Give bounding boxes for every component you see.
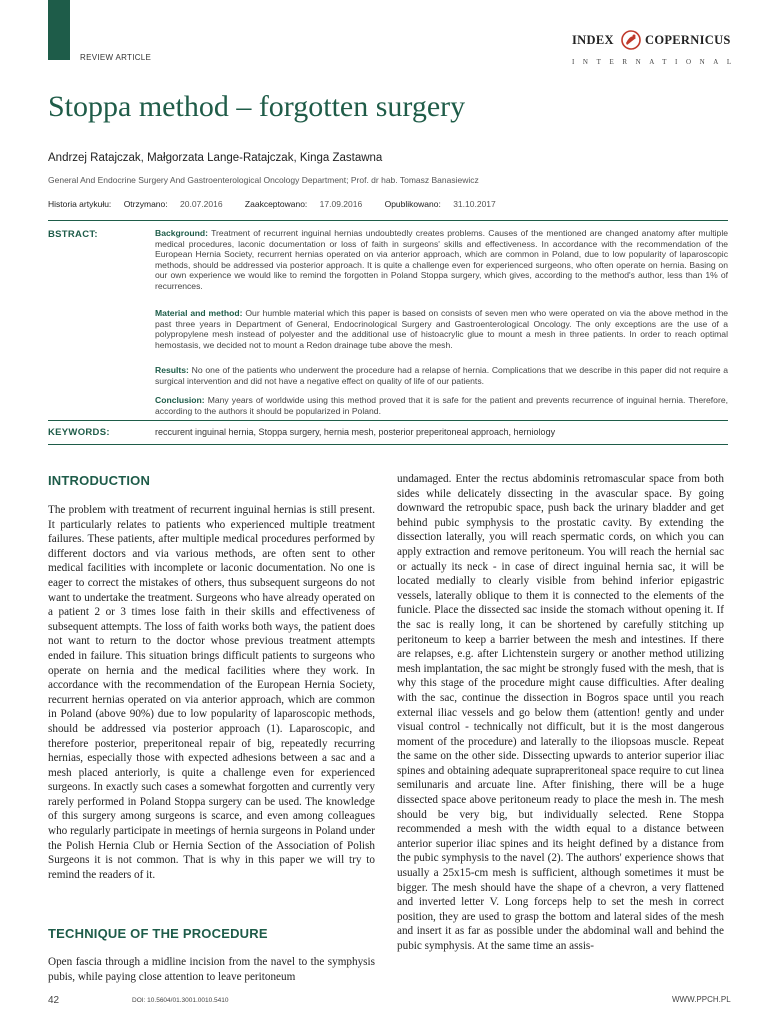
- received-label: Otrzymano:: [123, 199, 168, 209]
- accepted-label: Zaakceptowano:: [244, 199, 308, 209]
- published-date: 31.10.2017: [453, 199, 496, 209]
- accepted-date: 17.09.2016: [319, 199, 363, 209]
- journal-url: WWW.PPCH.PL: [672, 995, 731, 1004]
- keywords-text: reccurent inguinal hernia, Stoppa surgery, hernia mesh, posterior preperitoneal approach, herniology: [155, 427, 556, 437]
- received-date: 20.07.2016: [180, 199, 223, 209]
- introduction-heading: INTRODUCTION: [48, 473, 151, 488]
- index-copernicus-logo: [572, 28, 740, 68]
- keywords-label: KEYWORDS:: [48, 427, 110, 438]
- technique-heading: TECHNIQUE OF THE PROCEDURE: [48, 926, 268, 941]
- abstract-conclusion: [155, 395, 728, 416]
- conclusion-text: Many years of worldwide using this method proved that it is safe for the patient and prevents recurrence of inguinal hernia. Therefore, according to the authors it should be popularized in Poland.: [155, 395, 728, 416]
- published-label: Opublikowano:: [384, 199, 441, 209]
- accent-tab: [48, 0, 70, 60]
- divider: [48, 444, 728, 445]
- logo-emblem-icon: [620, 29, 642, 51]
- background-text: Treatment of recurrent inguinal hernias undoubtedly creates problems. Causes of the mentioned are changed anatomy after multiple medical procedures, laconic documentation or loss of faith in surgeons' skills and effectiveness. In accordance with the recommendation of the European Hernia Society, recurrent hernias operated on via anterior approach, which are common in Poland, due to low popularity of laparoscopic methods, should be addressed via posterior approach. It is quite a challenge even for experienced surgeons, who often operate on hernia. Basing on our own experience we would like to remind the forgotten in Poland Stoppa surgery, which gives, according to the method's author, less than 1% of recurrences.: [155, 228, 729, 291]
- abstract-label: BSTRACT:: [48, 229, 98, 240]
- affiliation: General And Endocrine Surgery And Gastroenterological Oncology Department; Prof. dr hab. Tomasz Banasiewicz: [48, 175, 479, 185]
- page-number: 42: [48, 995, 60, 1006]
- methods-text: Our humble material which this paper is based on consists of seven men who were operated on via the above method in the past three years in Department of General, Endocrinological Surgery and Gastroenterological Oncology. The only exceptions are the use of a polypropylene mesh instead of polyester and the additional use of histoacrylic glue to mount a mesh in three patients. In order to reach optimal hemostasis, we decided not to mount a Redon drainage tube above the mesh.: [155, 308, 729, 350]
- abstract-results: [155, 365, 728, 386]
- article-history: [48, 199, 516, 209]
- divider: [48, 420, 728, 421]
- page-title: Stoppa method – forgotten surgery: [48, 90, 466, 123]
- results-label: Results:: [155, 365, 189, 375]
- history-label: Historia artykułu:: [48, 199, 112, 209]
- methods-label: Material and method:: [155, 308, 243, 318]
- abstract-methods: [155, 308, 728, 350]
- abstract-background: [155, 228, 728, 292]
- authors: Andrzej Ratajczak, Małgorzata Lange-Ratajczak, Kinga Zastawna: [48, 152, 383, 164]
- logo-word-left: INDEX: [572, 33, 614, 47]
- conclusion-label: Conclusion:: [155, 395, 205, 405]
- right-column-text: undamaged. Enter the rectus abdominis retromascular space from both sides while delicately dissecting in the avascular space. By going downward the retropubic space, push back the urinary bladder and get behind pubic symphysis to the prostatic cavity. By extending the dissection laterally, you will reach spermatic cords, on which you can apply extraction and remove peritoneum. You will reach the hernial sac or actually its neck - in case of direct inguinal hernia sac, it will be located medially to clearly visible from behind inferior epigastric vessels, laterally oblique to them it is connected to the elements of the funicle. Place the dissected sac inside the stomach without opening it. If the sac is really long, it can be shortened by carefully stitching up peritoneum to keep a barrier between the mesh and intestines. If there are relapses, e.g. after Lichtenstein surgery or another method utilizing mesh implantation, the sac might be strongly fused with the mesh, that is why this stage of the procedure might cause difficulties. After dealing with the sac, continue the dissection in Bogros space until you reach external iliac vessels and go below them (attention! gently and under visual control - technically not difficult, but it is the most dangerous moment of the procedure) and laterally to the iliopsoas muscle. Repeat the same on the other side. Dissecting upwards to anterior superior iliac spines and obtaining adequate suprapreritoneal space require to cut linea semilunaris and arcuate line. After finishing, there will be a huge dissected space above peritoneum ready to place the mesh in. The mesh should be very big, but individually selected. Rene Stoppa recommended a mesh with the width equal to a distance between anterior superior iliac spines and its height defined by a distance from the pubic symphysis to the navel (2). The authors' experience shows that usually a 25x15-cm mesh is sufficient, although sometimes it must be bigger. The mesh should have the shape of a chevron, a very flattened and inverted letter V. Long forceps help to set the mesh in correct position, they are used to grasp the bottom and lateral sides of the mesh and insert it as far as possible under the abdominal wall and behind the pubic symphysis. At the same time an assis-: [397, 473, 724, 952]
- background-label: Background:: [155, 228, 208, 238]
- results-text: No one of the patients who underwent the procedure had a relapse of hernia. Complications that we describe in this paper did not require a surgical intervention and did not have a negative effect on quality of life of our patients.: [155, 365, 729, 386]
- divider: [48, 220, 728, 221]
- doi: DOI: 10.5604/01.3001.0010.5410: [132, 997, 229, 1004]
- technique-text: Open fascia through a midline incision from the navel to the symphysis pubis, while paying close attention to leave peritoneum: [48, 956, 375, 983]
- logo-subtitle: INTERNATIONAL: [572, 58, 740, 66]
- logo-word-right: COPERNICUS: [645, 33, 731, 47]
- introduction-text: The problem with treatment of recurrent inguinal hernias is still present. It particularly relates to patients who experienced multiple treatment failures. These patients, after multiple medical procedures performed by different doctors and via various methods, are often sent to other medical facilities with incomplete or laconic documentation. No one is eager to correct the mistakes of others, thus subsequent surgeons do not want to undertake the treatment. Surgeons who have already operated on a patient 2 or 3 times lose faith in their skills and effectiveness of subsequent attempts. The loss of faith works both ways, the patient does not want to return to the doctor whose previous treatment attempts ended in failure. This situation brings difficult patients to surgeons who operate on hernia and the medical facilities where they work. In accordance with the recommendation of the European Hernia Society, recurrent hernias operated on via anterior approach, which are common in Poland (above 90%) due to low popularity of laparoscopic methods, should be addressed via posterior approach (1). Laparoscopic, and therefore posterior, preperitoneal repair of big, repeatedly recurring hernias, especially those with expected adhesions between a sac and a mesh placed anteriorly, is quite a challenge even for experienced surgeons. In exactly such cases a somewhat forgotten and currently very rarely performed in Poland Stoppa surgery can be used. The knowledge of this surgery among surgeons is scarce, and even among colleagues who regularly participate in meetings of hernia surgeons in Poland under the Polish Hernia Club or Hernia Section of the Association of Polish Surgeons it is not common. That is why in this paper we will try to remind the readers of it.: [48, 504, 375, 881]
- article-type-label: REVIEW ARTICLE: [80, 53, 152, 62]
